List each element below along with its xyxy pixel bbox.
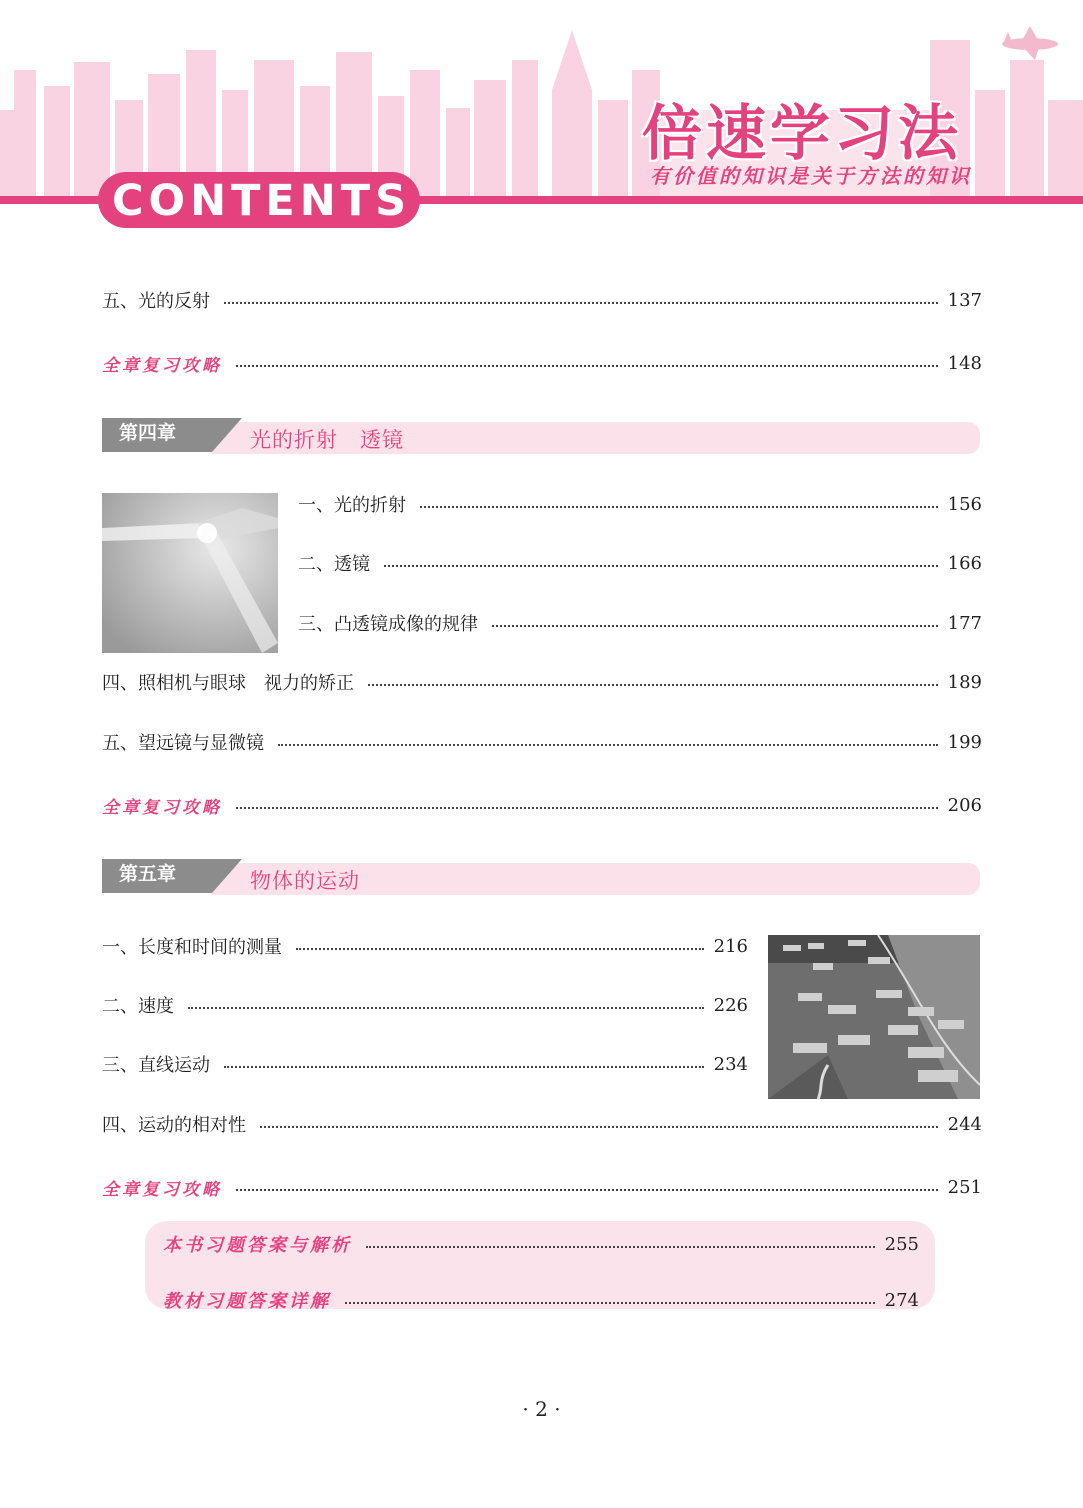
toc-entry-review[interactable]	[102, 792, 982, 818]
leader-dots	[236, 1189, 938, 1191]
toc-entry[interactable]	[102, 992, 748, 1018]
toc-entry-page: 216	[713, 935, 748, 957]
chapter-tag: 第五章	[119, 863, 177, 885]
page-header	[0, 0, 1083, 235]
toc-entry-title: 本书习题答案与解析	[163, 1235, 352, 1256]
toc-entry-title: 四、运动的相对性	[102, 1115, 246, 1136]
leader-dots	[278, 744, 938, 746]
toc-entry-page: 189	[947, 671, 982, 693]
toc-entry-page: 148	[947, 352, 982, 374]
toc-entry-title: 全章复习攻略	[102, 797, 222, 818]
toc-entry-page: 199	[947, 731, 982, 753]
toc-entry[interactable]	[298, 550, 982, 576]
leader-dots	[236, 365, 938, 367]
leader-dots	[188, 1007, 704, 1009]
contents-heading: CONTENTS	[112, 176, 412, 226]
toc-entry[interactable]	[298, 491, 982, 517]
toc-entry-title: 五、望远镜与显微镜	[102, 733, 264, 754]
chapter-title: 物体的运动	[250, 869, 360, 893]
leader-dots	[345, 1302, 875, 1304]
toc-entry-title: 五、光的反射	[102, 291, 210, 312]
toc-entry[interactable]	[102, 729, 982, 755]
toc-entry[interactable]	[102, 1111, 982, 1137]
toc-entry-page: 206	[947, 794, 982, 816]
toc-entry-page: 255	[884, 1233, 919, 1255]
toc-entry-page: 137	[947, 289, 982, 311]
toc-entry-page: 244	[947, 1113, 982, 1135]
toc-entry[interactable]	[102, 287, 982, 313]
brand-title: 倍速学习法	[642, 99, 962, 169]
toc-entry-page: 166	[947, 552, 982, 574]
toc-entry-title: 全章复习攻略	[102, 355, 222, 376]
toc-entry-title: 四、照相机与眼球 视力的矫正	[102, 673, 354, 694]
leader-dots	[368, 684, 938, 686]
toc-entry-review[interactable]	[102, 350, 982, 376]
toc-entry[interactable]	[102, 1051, 748, 1077]
leader-dots	[224, 302, 938, 304]
toc-entry-page: 156	[947, 493, 982, 515]
chapter-heading	[102, 859, 982, 895]
toc-entry[interactable]	[102, 933, 748, 959]
toc-entry-title: 一、长度和时间的测量	[102, 937, 282, 958]
page-number: · 2 ·	[522, 1397, 561, 1421]
chapter-heading	[102, 418, 982, 454]
toc-entry-title: 教材习题答案详解	[163, 1291, 331, 1312]
brand-slogan: 有价值的知识是关于方法的知识	[650, 164, 972, 188]
toc-entry-page: 274	[884, 1289, 919, 1311]
toc-entry-title: 三、直线运动	[102, 1055, 210, 1076]
chapter-title: 光的折射 透镜	[250, 428, 404, 452]
leader-dots	[366, 1246, 875, 1248]
toc-entry-review[interactable]	[102, 1174, 982, 1200]
toc-entry-title: 二、透镜	[298, 554, 370, 575]
leader-dots	[492, 625, 938, 627]
toc-entry-page: 226	[713, 994, 748, 1016]
toc-entry-title: 一、光的折射	[298, 495, 406, 516]
toc-entry[interactable]	[102, 669, 982, 695]
refraction-photo	[102, 493, 278, 653]
toc-entry-page: 251	[947, 1176, 982, 1198]
leader-dots	[224, 1066, 704, 1068]
leader-dots	[236, 807, 938, 809]
toc-entry-answers[interactable]	[163, 1287, 919, 1313]
toc-entry-title: 全章复习攻略	[102, 1179, 222, 1200]
toc-entry-title: 二、速度	[102, 996, 174, 1017]
toc-entry[interactable]	[298, 610, 982, 636]
leader-dots	[296, 948, 704, 950]
solar-car-race-photo	[768, 935, 980, 1099]
toc-entry-page: 234	[713, 1053, 748, 1075]
leader-dots	[420, 506, 938, 508]
chapter-tag: 第四章	[119, 422, 177, 444]
leader-dots	[260, 1126, 938, 1128]
leader-dots	[384, 565, 938, 567]
toc-entry-title: 三、凸透镜成像的规律	[298, 614, 478, 635]
toc-entry-answers[interactable]	[163, 1231, 919, 1257]
toc-entry-page: 177	[947, 612, 982, 634]
